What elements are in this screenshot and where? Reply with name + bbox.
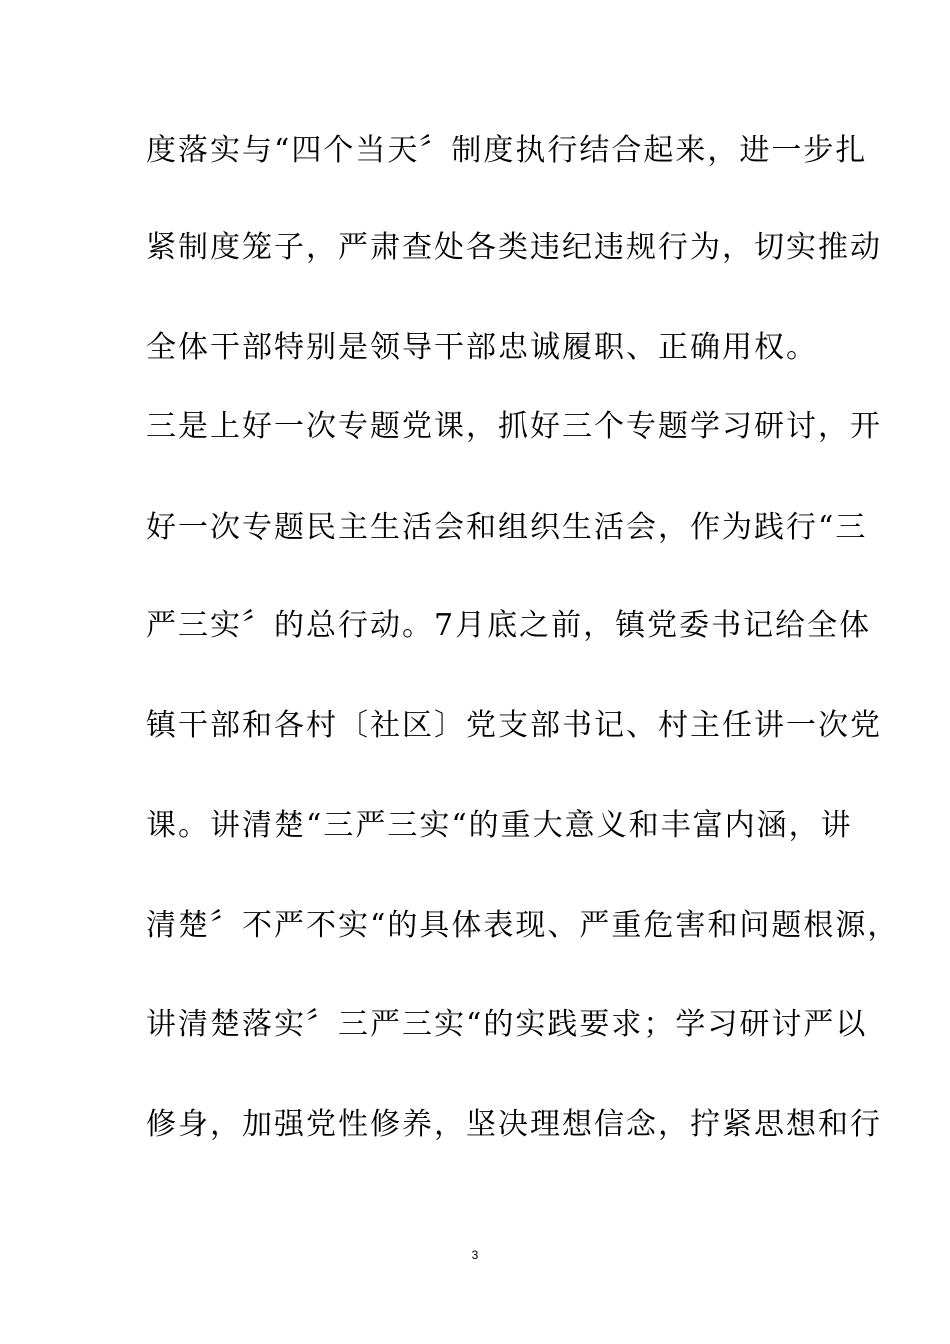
body-text-line: 清楚〞不严不实“的具体表现、严重危害和问题根源，	[146, 908, 900, 943]
body-text-line: 三是上好一次专题党课，抓好三个专题学习研讨，开	[146, 409, 882, 444]
page-number: 3	[471, 1248, 479, 1262]
body-text-line: 讲清楚落实〞三严三实“的实践要求；学习研讨严以	[146, 1007, 868, 1042]
body-text-line: 课。讲清楚“三严三实“的重大意义和丰富内涵，讲	[146, 808, 853, 843]
body-text-line: 好一次专题民主生活会和组织生活会，作为践行“三	[146, 510, 868, 545]
body-text-line: 镇干部和各村〔社区〕党支部书记、村主任讲一次党	[146, 708, 882, 743]
body-text-line: 修身，加强党性修养，坚决理想信念，拧紧思想和行	[146, 1107, 882, 1142]
body-text-line: 全体干部特别是领导干部忠诚履职、正确用权。	[146, 330, 818, 365]
body-text-line: 严三实〞的总行动。7月底之前，镇党委书记给全体	[146, 608, 872, 643]
body-text-line: 紧制度笼子，严肃查处各类违纪违规行为，切实推动	[146, 230, 882, 265]
body-text-line: 度落实与“四个当天〞制度执行结合起来，进一步扎	[146, 133, 868, 168]
